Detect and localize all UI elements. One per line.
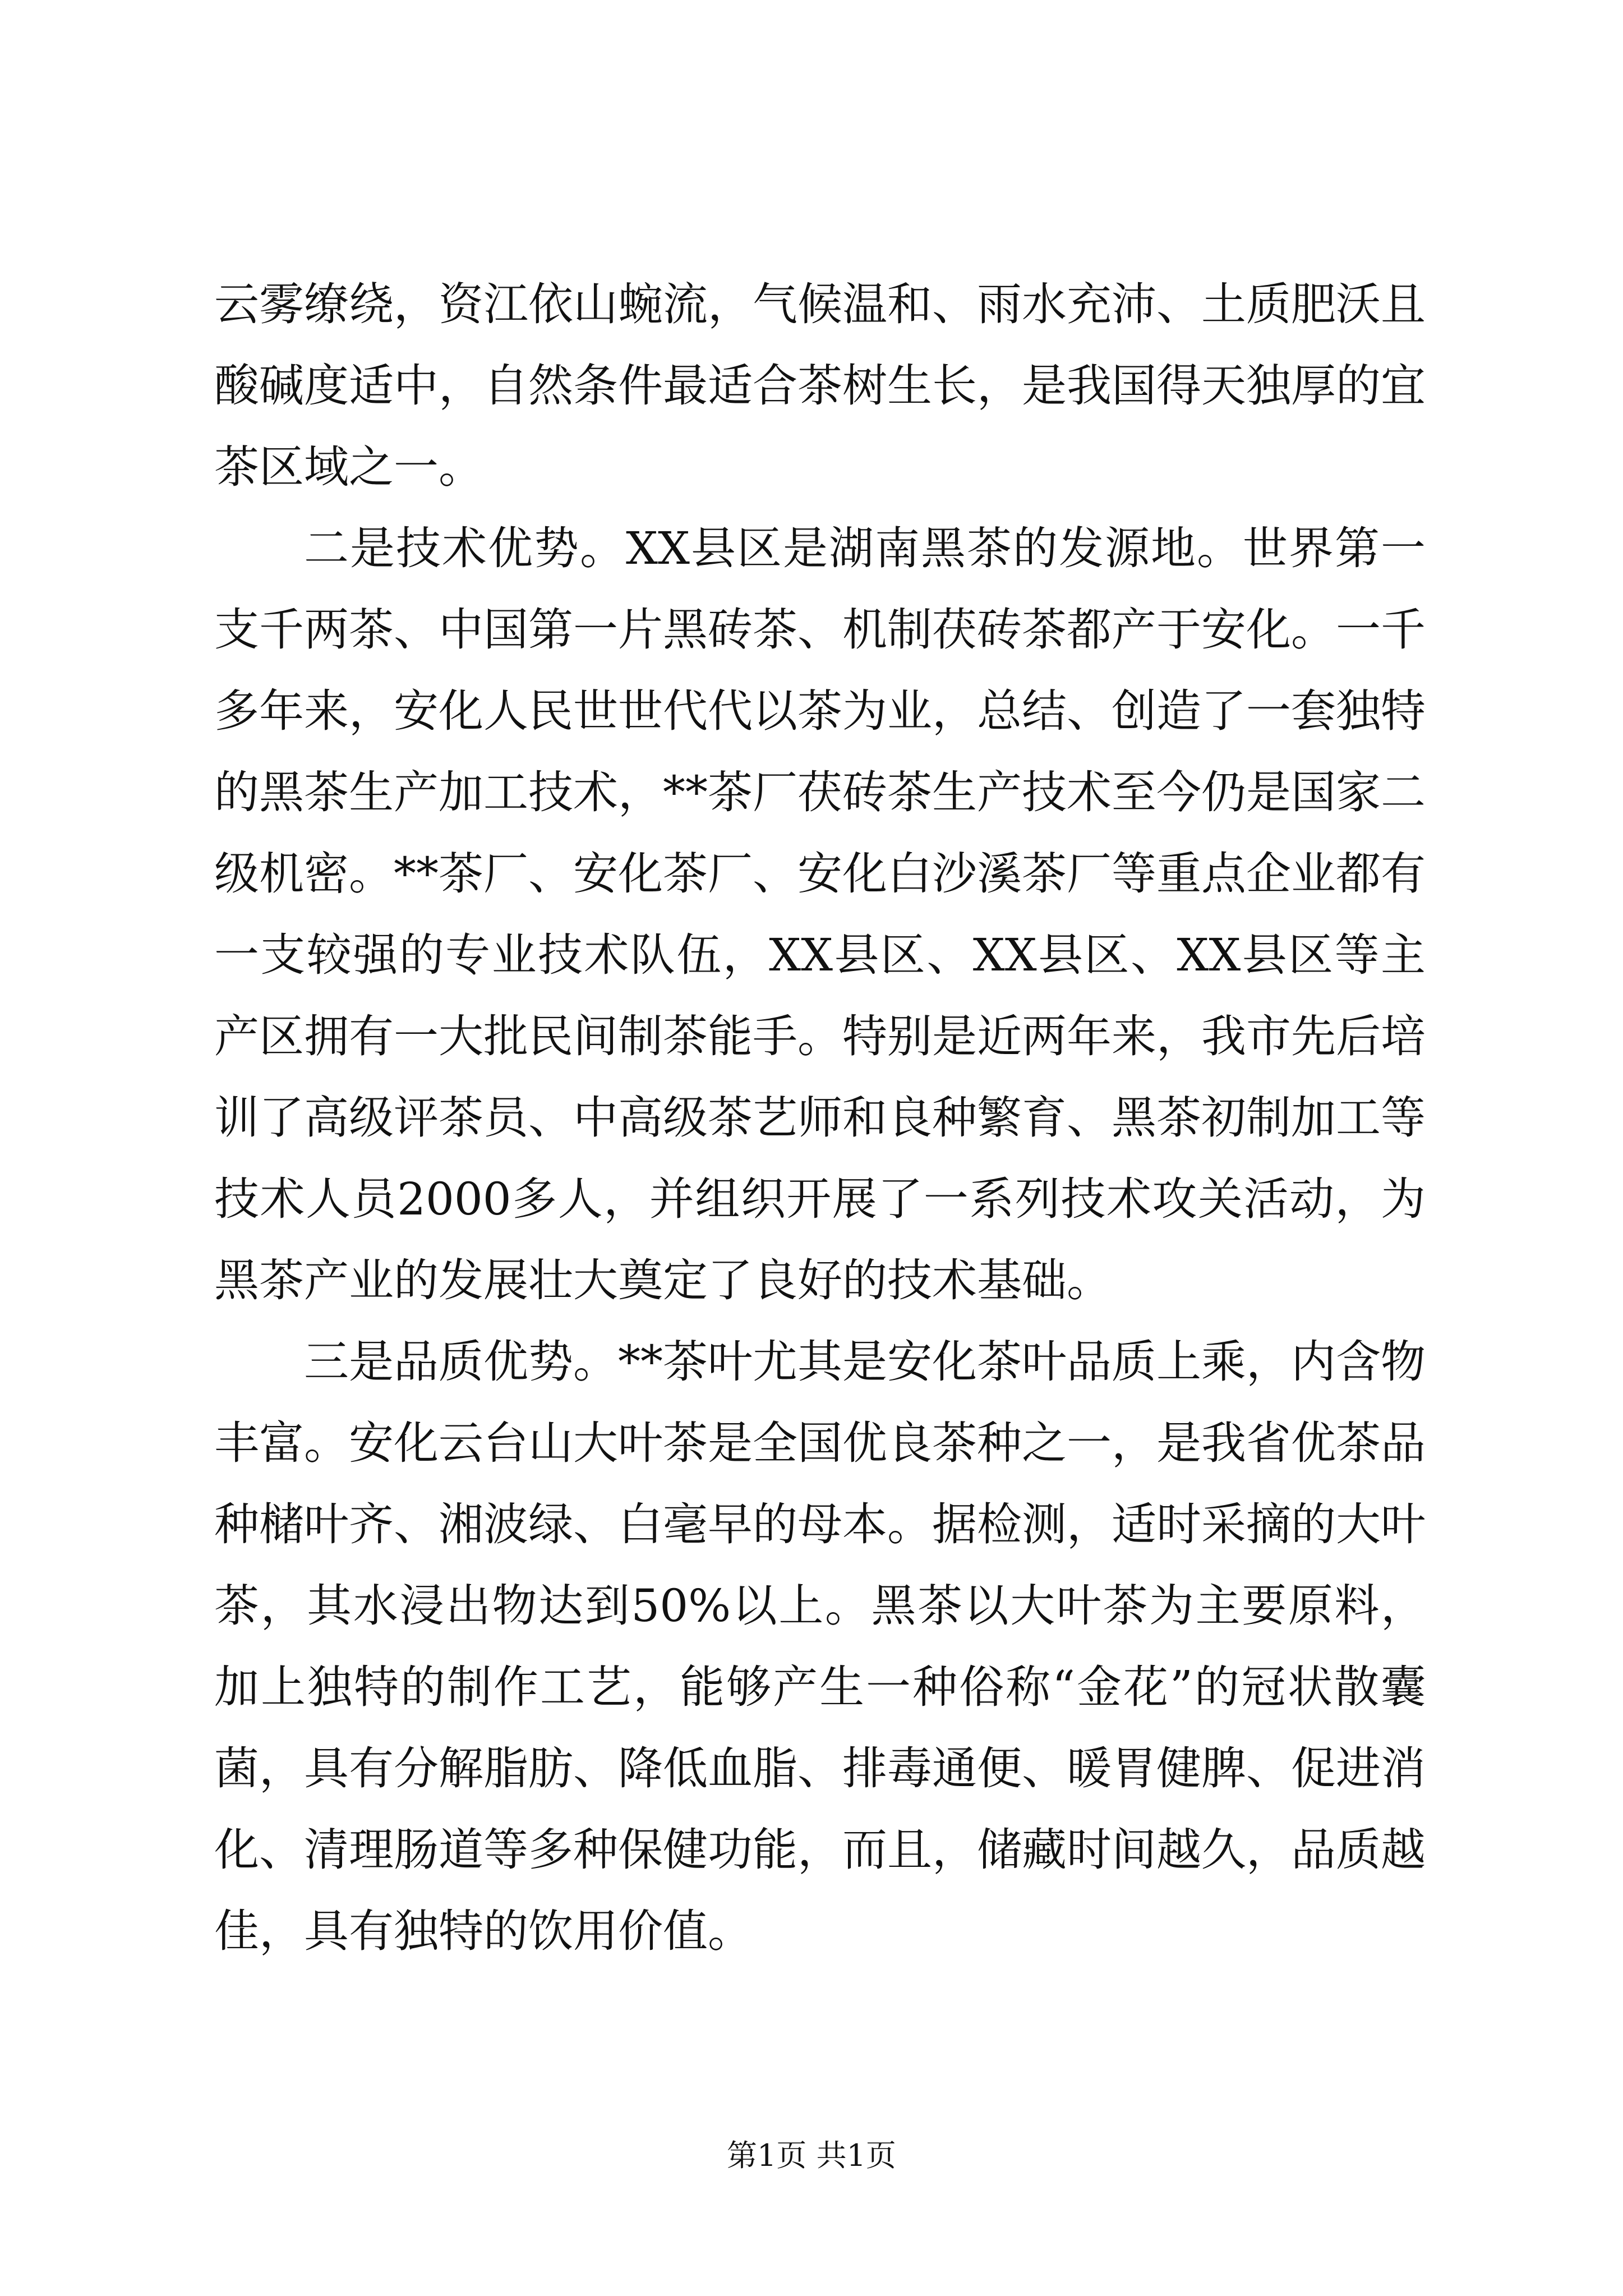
paragraph-technical-advantage: 二是技术优势。XX县区是湖南黑茶的发源地。世界第一支千两茶、中国第一片黑砖茶、机制茯砖茶都产于安化。一千多年来，安化人民世世代代以茶为业，总结、创造了一套独特的黑茶生产加工技术，**茶厂茯砖茶生产技术至今仍是国家二级机密。**茶厂、安化茶厂、安化白沙溪茶厂等重点企业都有一支较强的专业技术队伍，XX县区、XX县区、XX县区等主产区拥有一大批民间制茶能手。特别是近两年来，我市先后培训了高级评茶员、中高级茶艺师和良种繁育、黑茶初制加工等技术人员2000多人，并组织开展了一系列技术攻关活动，为黑茶产业的发展壮大奠定了良好的技术基础。 [214,522,1426,1306]
document-body [214,264,1426,1972]
page-footer: 第1页 共1页 [727,2138,896,2173]
paragraph-natural-conditions: 云雾缭绕，资江依山蜿流，气候温和、雨水充沛、土质肥沃且酸碱度适中，自然条件最适合茶树生长，是我国得天独厚的宜茶区域之一。 [214,278,1426,493]
paragraph-quality-advantage: 三是品质优势。**茶叶尤其是安化茶叶品质上乘，内含物丰富。安化云台山大叶茶是全国优良茶种之一，是我省优茶品种槠叶齐、湘波绿、白毫早的母本。据检测，适时采摘的大叶茶，其水浸出物达到50%以上。黑茶以大叶茶为主要原料，加上独特的制作工艺，能够产生一种俗称“金花”的冠状散囊菌，具有分解脂肪、降低血脂、排毒通便、暖胃健脾、促进消化、清理肠道等多种保健功能，而且，储藏时间越久，品质越佳，具有独特的饮用价值。 [214,1336,1426,1957]
